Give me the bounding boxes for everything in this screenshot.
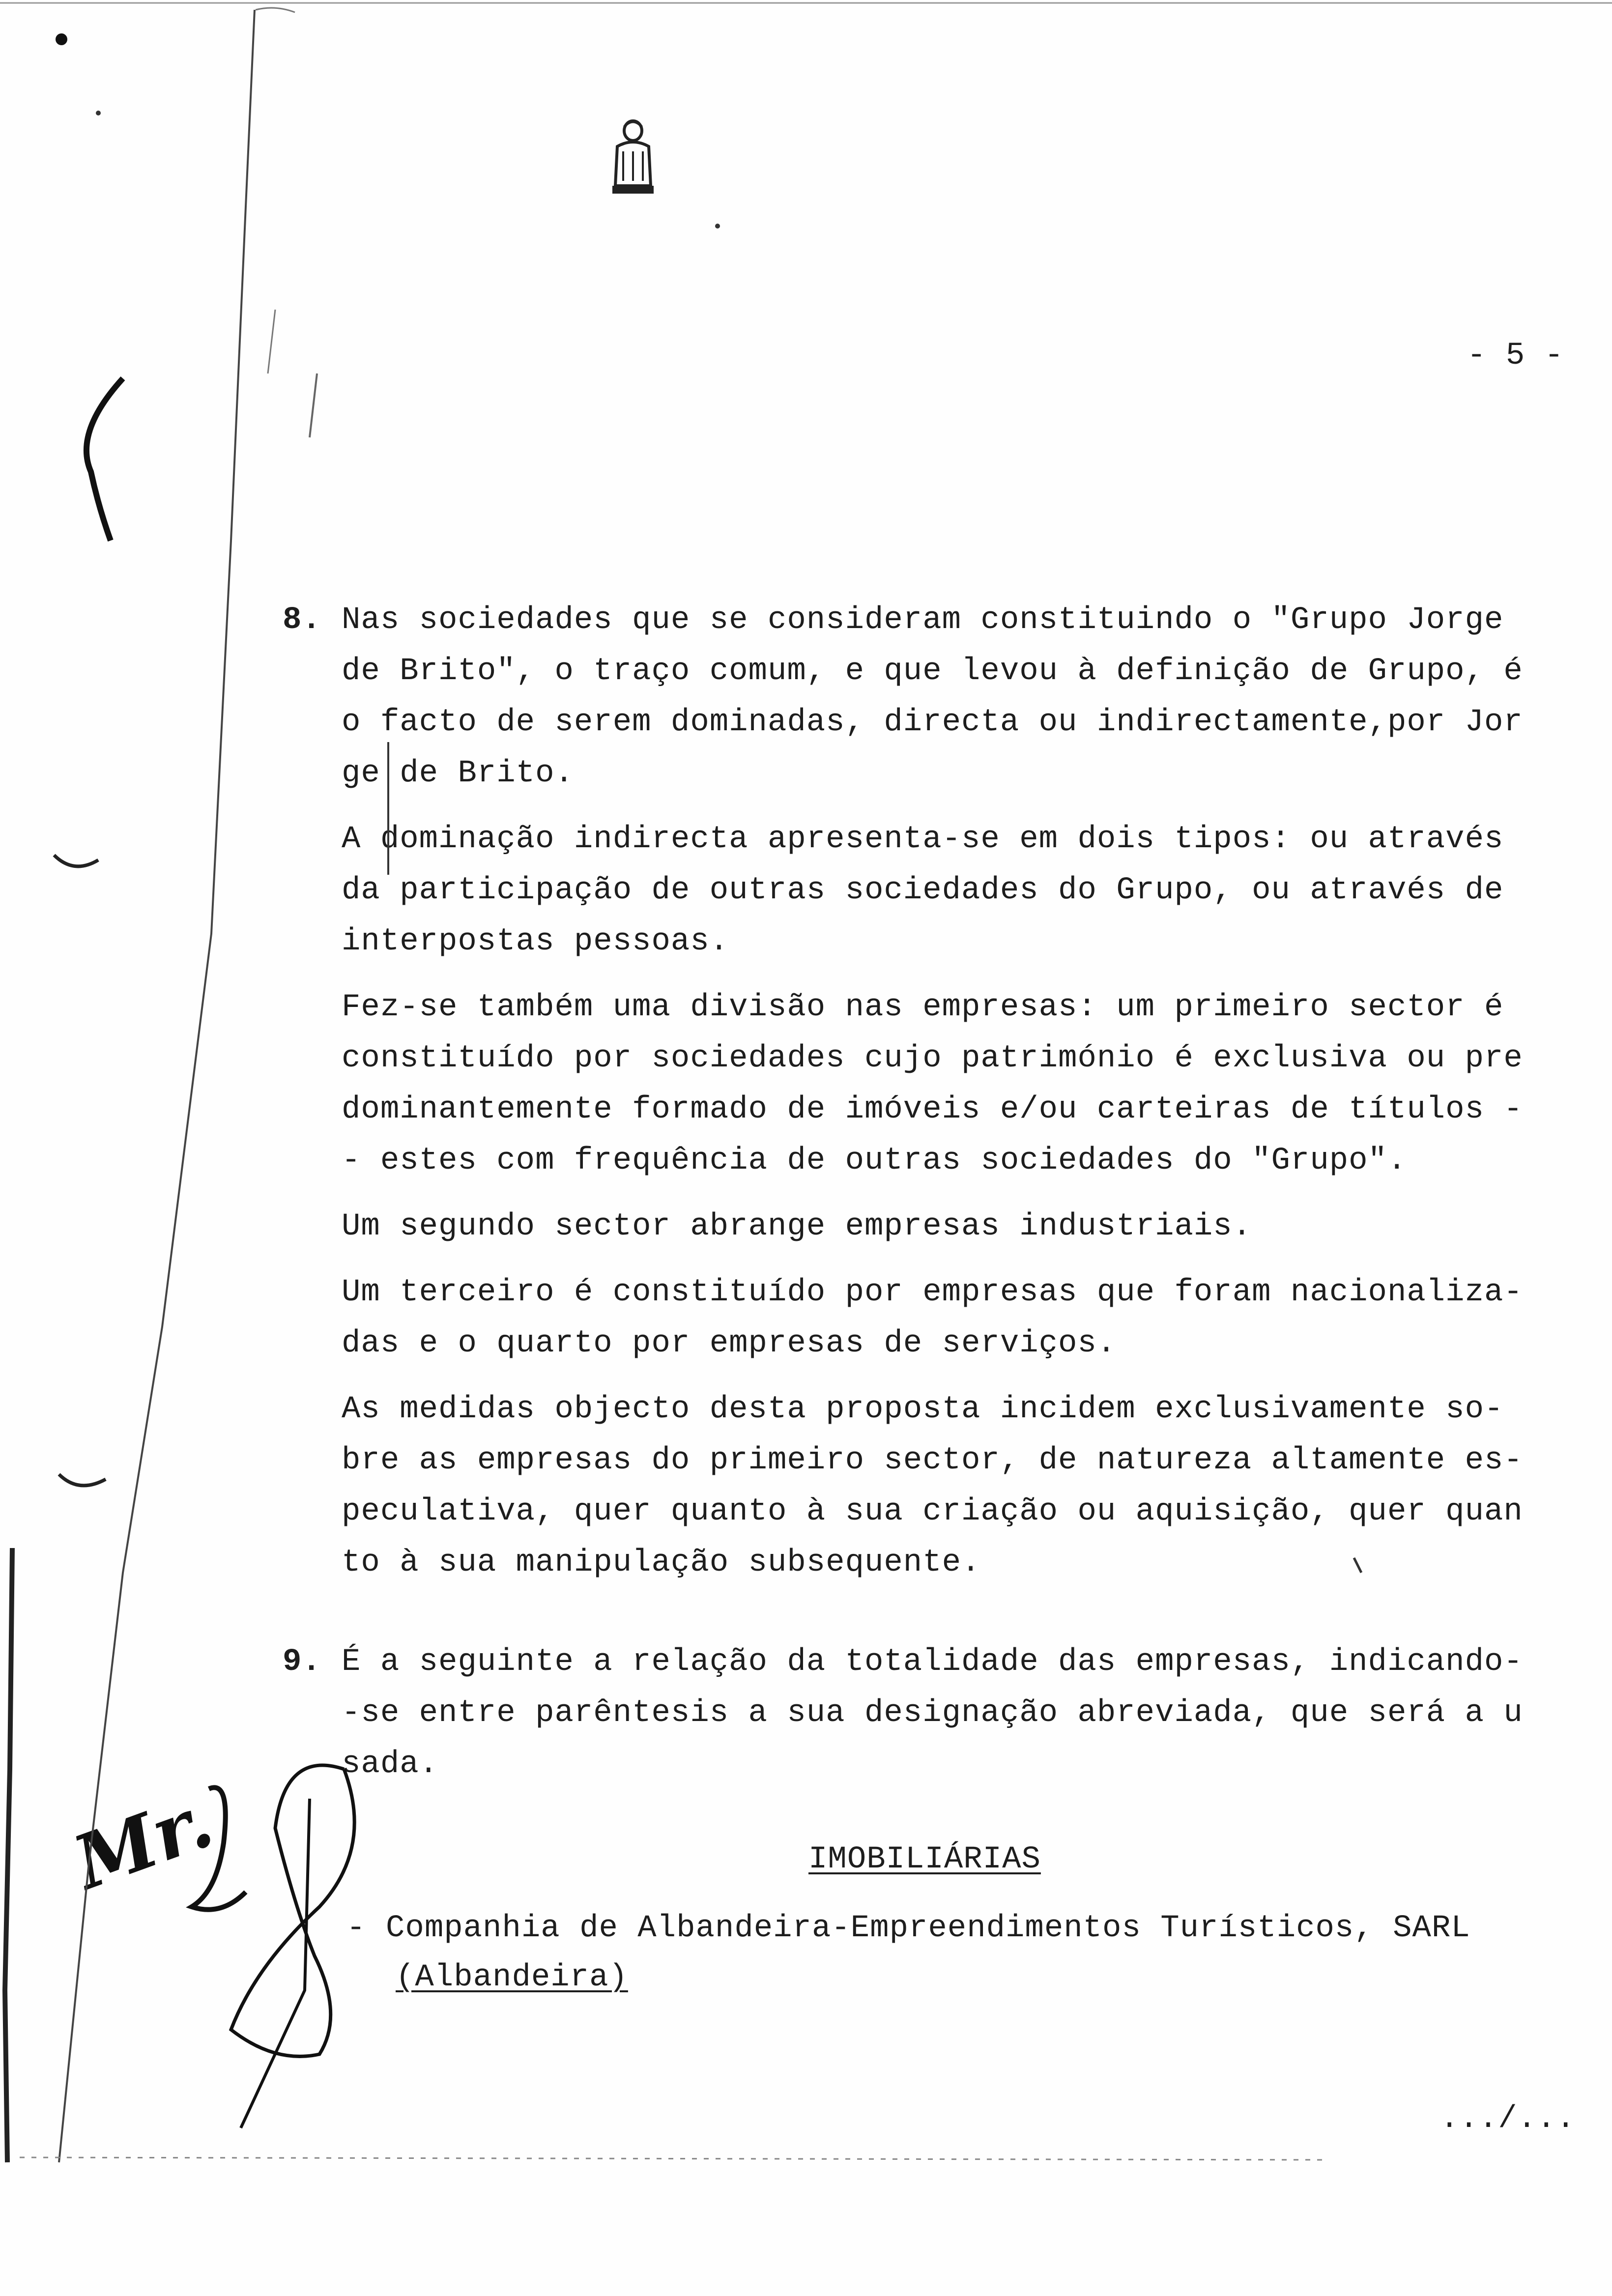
text-line: da participação de outras sociedades do Grupo, ou através de (342, 873, 1504, 908)
section-number: 8. (283, 603, 321, 638)
company-abbreviation: (Albandeira) (396, 1960, 628, 1995)
bottom-scan-line (20, 2157, 1327, 2160)
text-line: É a seguinte a relação da totalidade das empresas, indicando- (342, 1644, 1523, 1680)
edge-streak (5, 1548, 12, 2162)
text-line: o facto de serem dominadas, directa ou indirectamente,por Jor (342, 705, 1523, 740)
text-line: constituído por sociedades cujo património é exclusiva ou pre (342, 1041, 1523, 1076)
text-line: Um segundo sector abrange empresas industriais. (342, 1209, 1252, 1244)
text-line: peculativa, quer quanto à sua criação ou aquisição, quer quan (342, 1494, 1523, 1529)
text-line: de Brito", o traço comum, e que levou à definição de Grupo, é (342, 654, 1523, 689)
text-line: Fez-se também uma divisão nas empresas: um primeiro sector é (342, 990, 1504, 1025)
list-item-dash: - (346, 1911, 366, 1946)
continuation-mark: .../... (1440, 2101, 1576, 2137)
text-line: ge de Brito. (342, 756, 574, 791)
signature-stroke (192, 1787, 246, 1909)
text-line: das e o quarto por empresas de serviços. (342, 1326, 1117, 1361)
text-line: sada. (342, 1747, 439, 1782)
text-line: dominantemente formado de imóveis e/ou carteiras de títulos - (342, 1092, 1523, 1127)
small-stroke (1354, 1558, 1361, 1573)
signature-stroke (241, 1799, 310, 2128)
scan-dot (715, 224, 720, 229)
scan-dot (96, 111, 101, 115)
marginal-initials: Mr. (63, 1777, 224, 1907)
margin-bracket-mark (86, 378, 123, 541)
text-line: A dominação indirecta apresenta-se em dois tipos: ou através (342, 822, 1504, 857)
margin-tick-mark (54, 855, 98, 866)
text-line: Um terceiro é constituído por empresas que foram nacionaliza- (342, 1275, 1523, 1310)
corner-mark (256, 8, 295, 12)
vertical-marker-line (310, 373, 317, 437)
text-line: interpostas pessoas. (342, 924, 729, 959)
text-line: to à sua manipulação subsequente. (342, 1545, 981, 1580)
margin-tick-mark (59, 1474, 106, 1486)
text-line: Nas sociedades que se consideram constituindo o "Grupo Jorge (342, 603, 1504, 638)
section-number: 9. (283, 1644, 321, 1680)
page-number: - 5 - (1467, 338, 1564, 373)
vertical-marker-line (268, 310, 275, 373)
category-heading: IMOBILIÁRIAS (808, 1842, 1041, 1877)
text-line: -se entre parêntesis a sua designação abreviada, que será a u (342, 1695, 1523, 1731)
company-name: Companhia de Albandeira-Empreendimentos Turísticos, SARL (386, 1911, 1470, 1946)
text-line: bre as empresas do primeiro sector, de natureza altamente es- (342, 1443, 1523, 1478)
text-line: As medidas objecto desta proposta incidem exclusivamente so- (342, 1392, 1504, 1427)
text-line: - estes com frequência de outras sociedades do "Grupo". (342, 1143, 1407, 1178)
scan-dot (56, 33, 67, 45)
